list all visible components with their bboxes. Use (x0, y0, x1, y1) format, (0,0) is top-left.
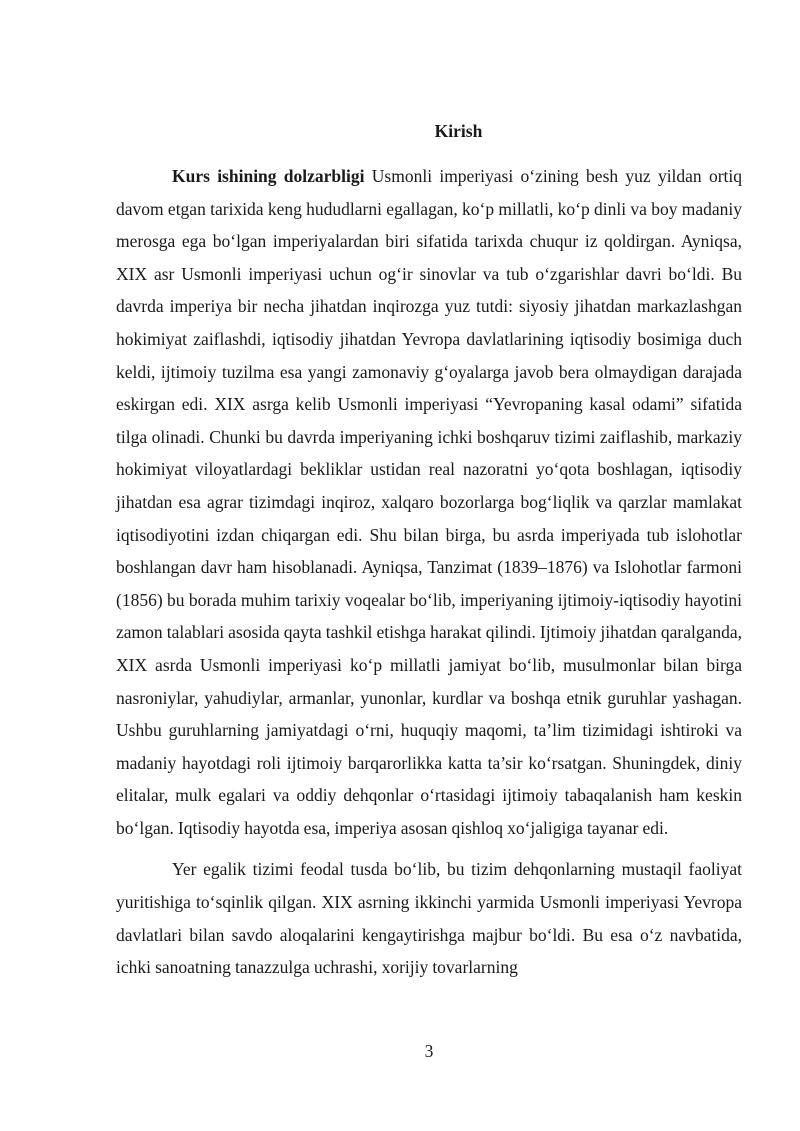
paragraph-land-tenure (116, 853, 742, 983)
page-title: Kirish (434, 121, 483, 141)
paragraph-lead: Kurs ishining dolzarbligi (172, 166, 365, 186)
paragraph-body: Usmonli imperiyasi o‘zining besh yuz yildan ortiq davom etgan tarixida keng hududlarni egallagan, ko‘p millatli, ko‘p dinli va boy madaniy merosga ega bo‘lgan imperiyalardan biri sifatida tarixda chuqur iz qoldirgan. Ayniqsa, XIX asr Usmonli imperiyasi uchun og‘ir sinovlar va tub o‘zgarishlar davri bo‘ldi. Bu davrda imperiya bir necha jihatdan inqirozga yuz tutdi: siyosiy jihatdan markazlashgan hokimiyat zaiflashdi, iqtisodiy jihatdan Yevropa davlatlarining iqtisodiy bosimiga duch keldi, ijtimoiy tuzilma esa yangi zamonaviy g‘oyalarga javob bera olmaydigan darajada eskirgan edi. XIX asrga kelib Usmonli imperiyasi “Yevropaning kasal odami” sifatida tilga olinadi. Chunki bu davrda imperiyaning ichki boshqaruv tizimi zaiflashib, markaziy hokimiyat viloyatlardagi bekliklar ustidan real nazoratni yo‘qota boshlagan, iqtisodiy jihatdan esa agrar tizimdagi inqiroz, xalqaro bozorlarga bog‘liqlik va qarzlar mamlakat iqtisodiyotini izdan chiqargan edi. Shu bilan birga, bu asrda imperiyada tub islohotlar boshlangan davr ham hisoblanadi. Ayniqsa, Tanzimat (1839–1876) va Islohotlar farmoni (1856) bu borada muhim tarixiy voqealar bo‘lib, imperiyaning ijtimoiy-iqtisodiy hayotini zamon talablari asosida qayta tashkil etishga harakat qilindi. Ijtimoiy jihatdan qaralganda, XIX asrda Usmonli imperiyasi ko‘p millatli jamiyat bo‘lib, musulmonlar bilan birga nasroniylar, yahudiylar, armanlar, yunonlar, kurdlar va boshqa etnik guruhlar yashagan. Ushbu guruhlarning jamiyatdagi o‘rni, huquqiy maqomi, ta’lim tizimidagi ishtiroki va madaniy hayotdagi roli ijtimoiy barqarorlikka katta ta’sir ko‘rsatgan. Shuningdek, diniy elitalar, mulk egalari va oddiy dehqonlar o‘rtasidagi ijtimoiy tabaqalanish ham keskin bo‘lgan. Iqtisodiy hayotda esa, imperiya asosan qishloq xo‘jaligiga tayanar edi. (116, 166, 743, 838)
paragraph-relevance (116, 160, 742, 844)
body-text (116, 160, 742, 984)
paragraph-body: Yer egalik tizimi feodal tusda bo‘lib, bu tizim dehqonlarning mustaqil faoliyat yuritishiga to‘sqinlik qilgan. XIX asrning ikkinchi yarmida Usmonli imperiyasi Yevropa davlatlari bilan savdo aloqalarini kengaytirishga majbur bo‘ldi. Bu esa o‘z navbatida, ichki sanoatning tanazzulga uchrashi, xorijiy tovarlarning (116, 859, 742, 978)
page-number: 3 (424, 1041, 434, 1061)
